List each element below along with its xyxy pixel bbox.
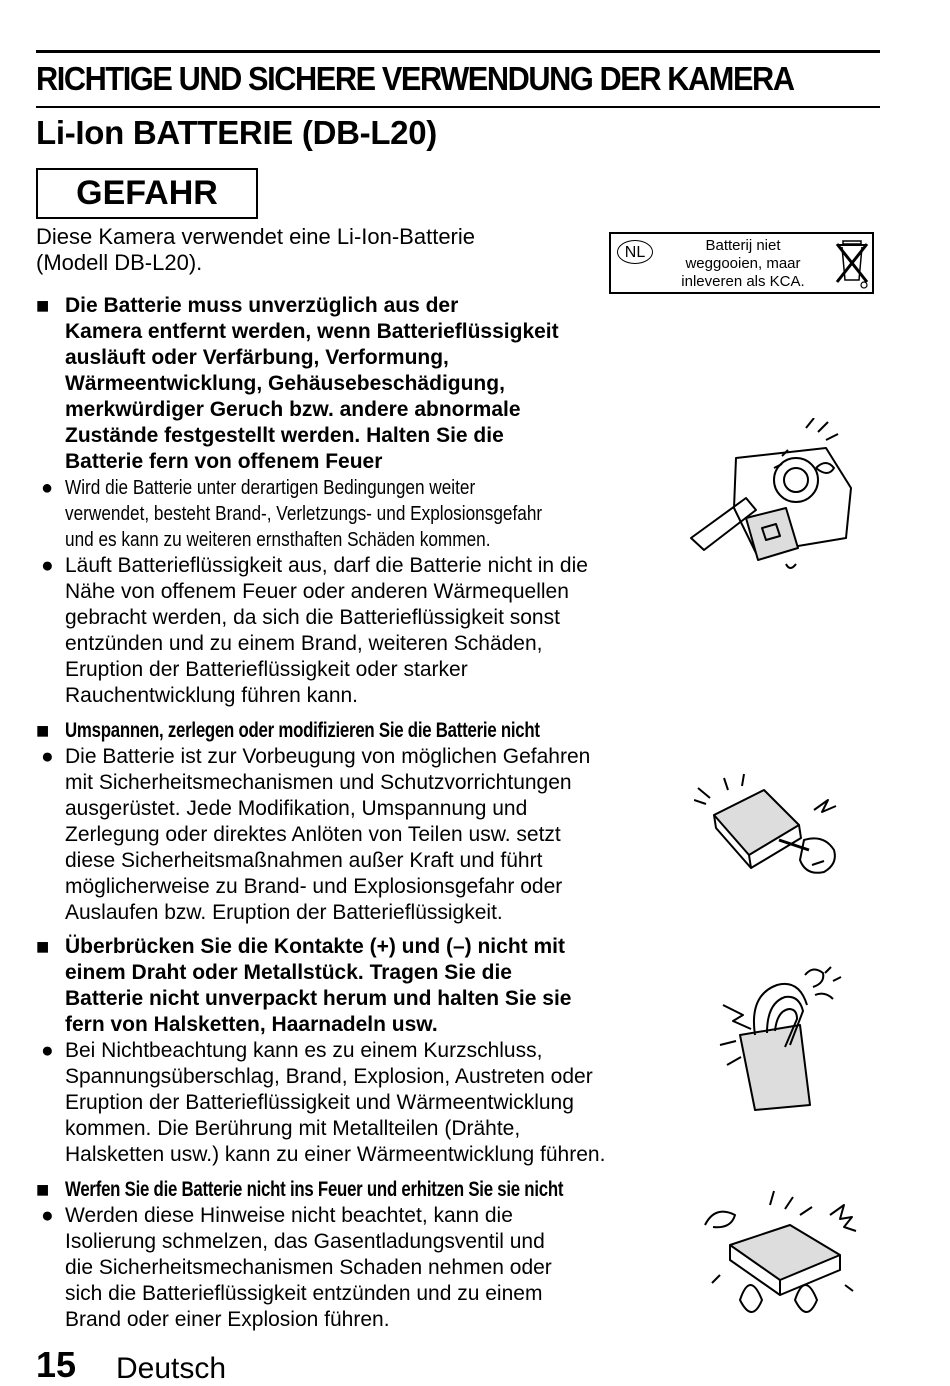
page-number: 15 [36,1344,77,1385]
nl-line: inleveren als KCA. [681,273,805,290]
paperclip-bag-illustration [715,965,845,1115]
bullet-item: ● Bei Nichtbeachtung kann es zu einem Kurzschluss, Spannungsüberschlag, Brand, Explosion, Austreten oder Eruption der Batterieflüssigkeit und Wärmeentwicklung kommen. Die Berührung mit Metallteilen (Drähte, Halsketten usw.) kann zu einer Wärmeentwicklung führen. [41,1039,606,1166]
nl-recycling-notice [609,232,874,294]
bullet-item: ● Wird die Batterie unter derartigen Bedingungen weiter verwendet, besteht Brand-, Verletzungs- und Explosionsgefahr und es kann zu weiteren ernsthaften Schäden kommen. [41,477,543,551]
square-bullet-icon: ■ [36,934,50,959]
nl-badge: NL [617,240,653,264]
section-fire-warning [36,1177,676,1333]
square-bullet-icon: ■ [36,1177,50,1202]
battery-fire-illustration [700,1185,860,1325]
battery-soldering-illustration [694,770,844,880]
nl-line: Batterij niet [705,237,781,254]
bullet-item: ● Die Batterie ist zur Vorbeugung von möglichen Gefahren mit Sicherheitsmechanismen und Schutzvorrichtungen ausgerüstet. Jede Modifikation, Umspannung und Zerlegung oder direktes Anlöten von Teilen usw. setzt diese Sicherheitsmaßnahmen außer Kraft und führt möglicherweise zu Brand- und Explosionsgefahr oder Auslaufen bzw. Eruption der Batterieflüssigkeit. [41,745,591,924]
title-rule [36,106,880,108]
round-bullet-icon: ● [41,745,54,768]
section-heading: Werfen Sie die Batterie nicht ins Feuer und erhitzen Sie sie nicht [65,1178,564,1201]
bullet-item: ● Läuft Batterieflüssigkeit aus, darf die Batterie nicht in die Nähe von offenem Feuer oder anderen Wärmequellen gebracht werden, da sich die Batterieflüssigkeit sonst entzünden und zu einem Brand, weiteren Schäden, Eruption der Batterieflüssigkeit oder starker Rauchentwicklung führen kann. [41,554,588,707]
round-bullet-icon: ● [41,1039,54,1062]
intro-text [36,224,475,276]
camera-battery-leak-illustration [686,418,866,578]
section-shortcircuit-warning [36,934,676,1168]
square-bullet-icon: ■ [36,718,50,743]
section-modify-warning [36,718,676,926]
round-bullet-icon: ● [41,477,54,499]
round-bullet-icon: ● [41,1204,54,1227]
page-language: Deutsch [116,1352,227,1385]
section-heading: Die Batterie muss unverzüglich aus der Kamera entfernt werden, wenn Batterieflüssigkeit ausläuft oder Verfärbung, Verformung, Wärmeentwicklung, Gehäusebeschädigung, merkwürdiger Geruch bzw. andere abnormale Zustände festgestellt werden. Halten Sie die Batterie fern von offenem Feuer [65,294,559,473]
square-bullet-icon: ■ [36,293,50,318]
danger-label: GEFAHR [36,168,258,219]
round-bullet-icon: ● [41,554,54,577]
nl-line: weggooien, maar [685,255,801,272]
page-title: RICHTIGE UND SICHERE VERWENDUNG DER KAMERA [36,60,794,97]
section-heading: Umspannen, zerlegen oder modifizieren Sie die Batterie nicht [65,719,540,742]
bullet-item: ● Werden diese Hinweise nicht beachtet, kann die Isolierung schmelzen, das Gasentladungsventil und die Sicherheitsmechanismen Schaden nehmen oder sich die Batterieflüssigkeit entzünden und zu einem Brand oder einer Explosion führen. [41,1204,552,1331]
top-rule [36,50,880,53]
crossed-bin-icon [833,238,871,290]
intro-line: Diese Kamera verwendet eine Li-Ion-Batterie [36,224,476,249]
nl-notice-text [655,237,831,291]
section-leak-warning [36,293,676,709]
section-heading: Überbrücken Sie die Kontakte (+) und (–) nicht mit einem Draht oder Metallstück. Tragen Sie die Batterie nicht unverpackt herum und halten Sie sie fern von Halsketten, Haarnadeln usw. [65,935,572,1036]
intro-line: (Modell DB-L20). [36,250,203,275]
section-title: Li-Ion BATTERIE (DB-L20) [36,114,437,151]
